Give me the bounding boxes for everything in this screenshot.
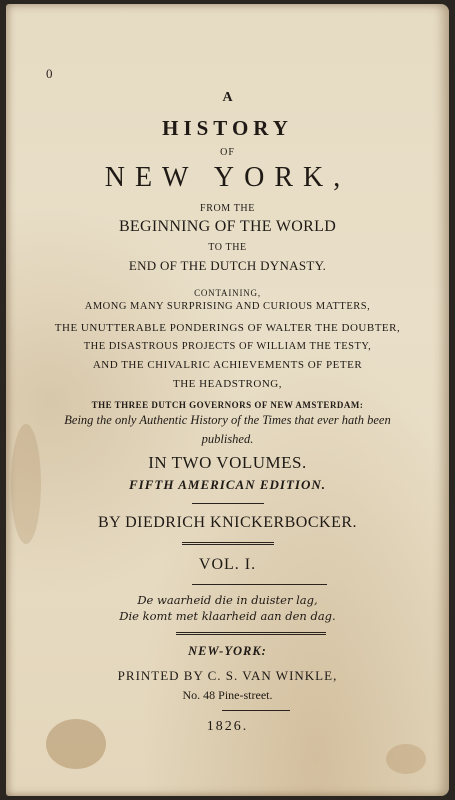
end-line: END OF THE DUTCH DYNASTY. — [128, 258, 327, 273]
title-of: OF — [220, 147, 235, 158]
chivalric-line: AND THE CHIVALRIC ACHIEVEMENTS OF PETER — [92, 359, 363, 371]
to-the: TO THE — [208, 242, 247, 253]
volumes-line: IN TWO VOLUMES. — [148, 453, 307, 472]
title-history: HISTORY — [162, 116, 293, 140]
printer-line: PRINTED BY C. S. VAN WINKLE, — [117, 668, 338, 683]
divider-rule — [176, 632, 326, 635]
title-new-york: NEW YORK, — [104, 162, 351, 193]
headstrong-line: THE HEADSTRONG, — [173, 378, 282, 390]
publication-year: 1826. — [206, 719, 249, 734]
disastrous-line: THE DISASTROUS PROJECTS OF WILLIAM THE TESTY, — [83, 341, 372, 352]
governors-line: THE THREE DUTCH GOVERNORS OF NEW AMSTERDAM: — [91, 400, 364, 410]
divider-rule — [192, 584, 327, 585]
pencil-mark: 0 — [46, 66, 53, 81]
unutterable-line: THE UNUTTERABLE PONDERINGS OF WALTER THE DOUBTER, — [54, 322, 401, 334]
among-line: AMONG MANY SURPRISING AND CURIOUS MATTERS, — [84, 301, 371, 312]
title-page — [6, 4, 449, 796]
motto-line-1: De waarheid die in duister lag, — [137, 593, 318, 607]
imprint-place: NEW-YORK: — [188, 644, 267, 658]
divider-rule — [222, 710, 290, 711]
divider-rule — [182, 542, 274, 545]
address-line: No. 48 Pine-street. — [182, 688, 273, 702]
author-line: BY DIEDRICH KNICKERBOCKER. — [97, 514, 358, 531]
beginning-line: BEGINNING OF THE WORLD — [118, 218, 337, 235]
authentic-line-2: published. — [201, 432, 254, 446]
foxing-stain — [386, 744, 426, 774]
edition-line: FIFTH AMERICAN EDITION. — [129, 477, 326, 492]
motto-line-2: Die komt met klaarheid aan den dag. — [119, 609, 336, 623]
divider-rule — [192, 503, 264, 504]
from-the: FROM THE — [200, 203, 255, 214]
title-article: A — [222, 90, 233, 105]
containing: CONTAINING, — [194, 288, 261, 298]
authentic-line-1: Being the only Authentic History of the Times that ever hath been — [64, 413, 391, 427]
volume-number: VOL. I. — [198, 556, 257, 573]
